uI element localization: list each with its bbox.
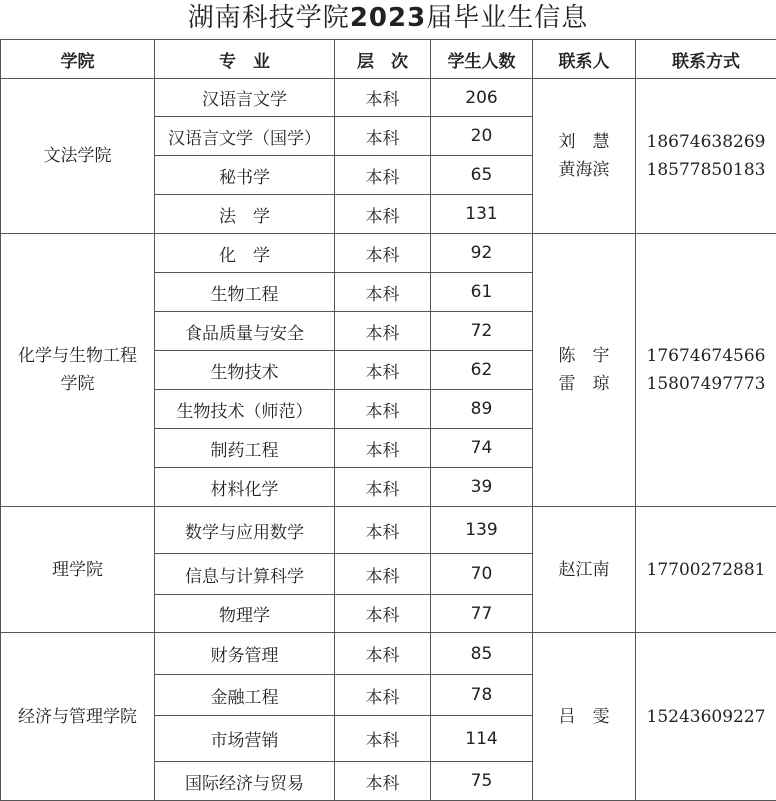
- level-cell: 本科: [335, 507, 431, 554]
- contact-cell: [533, 79, 636, 234]
- contact-name: 黄海滨: [558, 160, 610, 180]
- table-row: [1, 507, 776, 554]
- contact-name: 刘 慧: [558, 132, 610, 152]
- title-suffix: 届毕业生信息: [426, 3, 589, 33]
- phone-number: 18674638269: [646, 132, 766, 152]
- count-cell: 114: [431, 716, 533, 762]
- major-cell: 汉语言文学（国学）: [155, 117, 335, 156]
- table-body: [1, 79, 776, 801]
- phone-number: 17674674566: [646, 346, 766, 366]
- major-cell: 财务管理: [155, 633, 335, 675]
- level-cell: 本科: [335, 117, 431, 156]
- level-cell: 本科: [335, 595, 431, 633]
- header-contact: 联系人: [533, 40, 636, 79]
- count-cell: 74: [431, 429, 533, 468]
- count-cell: 206: [431, 79, 533, 117]
- contact-name: 陈 宇: [558, 346, 610, 366]
- count-cell: 78: [431, 675, 533, 716]
- phone-cell: [636, 633, 776, 801]
- phone-number: 18577850183: [646, 160, 766, 180]
- table-row: [1, 234, 776, 273]
- major-cell: 生物工程: [155, 273, 335, 312]
- college-name: 文法学院: [43, 146, 112, 166]
- phone-cell: [636, 507, 776, 633]
- college-name: 经济与管理学院: [18, 706, 137, 727]
- level-cell: 本科: [335, 156, 431, 195]
- major-cell: 物理学: [155, 595, 335, 633]
- contact-cell: [533, 234, 636, 507]
- header-level: 层 次: [335, 40, 431, 79]
- major-cell: 信息与计算科学: [155, 554, 335, 595]
- level-cell: 本科: [335, 312, 431, 351]
- contact-name: 赵江南: [558, 559, 610, 580]
- phone-cell: [636, 234, 776, 507]
- major-cell: 秘书学: [155, 156, 335, 195]
- level-cell: 本科: [335, 468, 431, 507]
- count-cell: 77: [431, 595, 533, 633]
- count-cell: 89: [431, 390, 533, 429]
- phone-number: 15243609227: [646, 706, 766, 727]
- page-title: [0, 0, 776, 38]
- count-cell: 65: [431, 156, 533, 195]
- major-cell: 食品质量与安全: [155, 312, 335, 351]
- count-cell: 70: [431, 554, 533, 595]
- count-cell: 61: [431, 273, 533, 312]
- contact-cell: [533, 507, 636, 633]
- count-cell: 139: [431, 507, 533, 554]
- major-cell: 法 学: [155, 195, 335, 234]
- count-cell: 20: [431, 117, 533, 156]
- title-prefix: 湖南科技学院: [187, 3, 350, 33]
- major-cell: 化 学: [155, 234, 335, 273]
- contact-cell: [533, 633, 636, 801]
- count-cell: 92: [431, 234, 533, 273]
- college-cell: [1, 79, 155, 234]
- major-cell: 汉语言文学: [155, 79, 335, 117]
- header-phone: 联系方式: [636, 40, 776, 79]
- phone-cell: [636, 79, 776, 234]
- major-cell: 数学与应用数学: [155, 507, 335, 554]
- table-row: [1, 633, 776, 675]
- college-cell: [1, 633, 155, 801]
- header-college: 学院: [1, 40, 155, 79]
- level-cell: 本科: [335, 273, 431, 312]
- level-cell: 本科: [335, 429, 431, 468]
- level-cell: 本科: [335, 234, 431, 273]
- contact-name: 吕 雯: [558, 706, 610, 727]
- major-cell: 材料化学: [155, 468, 335, 507]
- level-cell: 本科: [335, 716, 431, 762]
- level-cell: 本科: [335, 633, 431, 675]
- title-year: 2023: [349, 3, 427, 33]
- college-cell: [1, 507, 155, 633]
- count-cell: 75: [431, 762, 533, 801]
- college-cell: [1, 234, 155, 507]
- count-cell: 72: [431, 312, 533, 351]
- college-name: 学院: [60, 374, 95, 394]
- major-cell: 国际经济与贸易: [155, 762, 335, 801]
- level-cell: 本科: [335, 554, 431, 595]
- major-cell: 生物技术: [155, 351, 335, 390]
- major-cell: 金融工程: [155, 675, 335, 716]
- contact-name: 雷 琼: [558, 374, 610, 394]
- college-name: 理学院: [52, 559, 103, 580]
- level-cell: 本科: [335, 390, 431, 429]
- graduate-info-table: [0, 39, 776, 801]
- table-row: [1, 79, 776, 117]
- count-cell: 39: [431, 468, 533, 507]
- count-cell: 131: [431, 195, 533, 234]
- header-major: 专 业: [155, 40, 335, 79]
- level-cell: 本科: [335, 195, 431, 234]
- table-header-row: [1, 40, 776, 79]
- phone-number: 15807497773: [646, 374, 766, 394]
- level-cell: 本科: [335, 762, 431, 801]
- level-cell: 本科: [335, 351, 431, 390]
- college-name: 化学与生物工程: [18, 346, 137, 366]
- header-count: 学生人数: [431, 40, 533, 79]
- phone-number: 17700272881: [646, 559, 766, 580]
- level-cell: 本科: [335, 675, 431, 716]
- level-cell: 本科: [335, 79, 431, 117]
- count-cell: 62: [431, 351, 533, 390]
- major-cell: 制药工程: [155, 429, 335, 468]
- count-cell: 85: [431, 633, 533, 675]
- major-cell: 市场营销: [155, 716, 335, 762]
- major-cell: 生物技术（师范）: [155, 390, 335, 429]
